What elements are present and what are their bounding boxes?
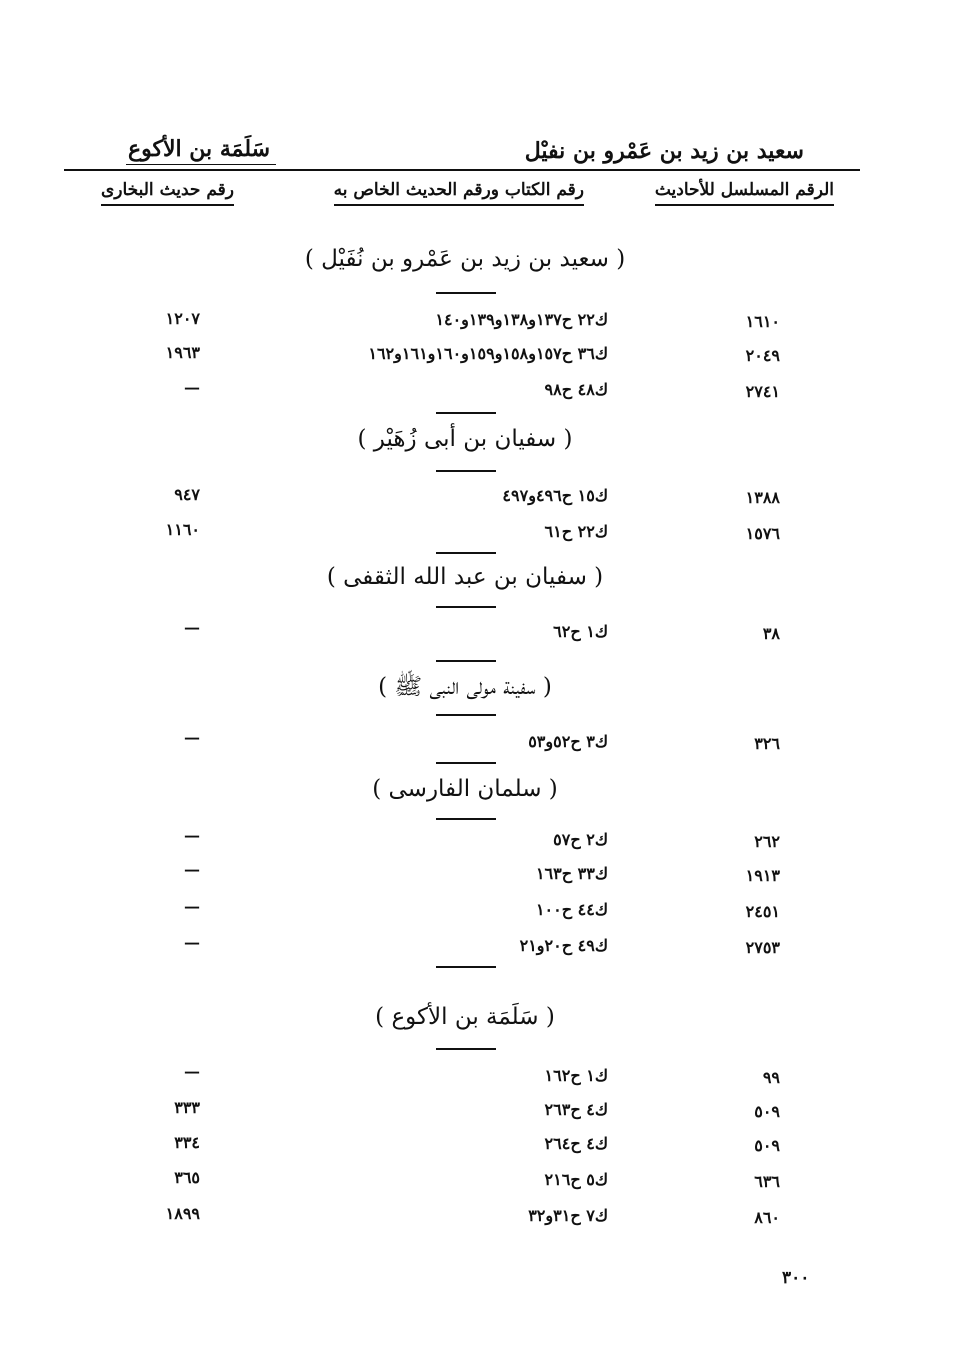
book-ref-cell: ك١ ح٦٢ <box>553 622 608 641</box>
section-rule <box>436 552 496 554</box>
section-rule <box>436 470 496 472</box>
bukhari-cell: ١٢٠٧ <box>165 309 200 328</box>
book-ref-cell: ك٧ ح٣١و٣٢ <box>528 1206 608 1225</box>
serial-cell: ١٩١٣ <box>745 866 780 885</box>
book-ref-cell: ك٤ ح٢٦٤ <box>544 1134 608 1153</box>
serial-cell: ٢٠٤٩ <box>745 346 780 365</box>
book-ref-cell: ك٢٢ ح٦١ <box>544 522 608 541</box>
serial-cell: ٨٦٠ <box>754 1208 780 1227</box>
book-ref-cell: ك٤٩ ح٢٠و٢١ <box>519 936 608 955</box>
serial-cell: ١٦١٠ <box>745 312 780 331</box>
section-rule <box>436 966 496 968</box>
section-title-sufyan-thaqafi: ( سفيان بن عبد الله الثقفى ) <box>326 564 604 590</box>
serial-cell: ٦٣٦ <box>754 1172 780 1191</box>
book-ref-cell: ك٤٨ ح٩٨ <box>544 380 608 399</box>
bukhari-cell: — <box>184 1062 200 1081</box>
serial-cell: ٢٤٥١ <box>745 902 780 921</box>
bukhari-cell: — <box>184 860 200 879</box>
book-ref-cell: ك٥ ح٢١٦ <box>544 1170 608 1189</box>
bukhari-cell: — <box>184 728 200 747</box>
serial-cell: ١٣٨٨ <box>745 488 780 507</box>
bukhari-cell: ٣٦٥ <box>174 1168 200 1187</box>
bukhari-cell: ٩٤٧ <box>174 485 200 504</box>
book-ref-cell: ك٣٣ ح١٦٣ <box>535 864 608 883</box>
bukhari-cell: ١١٦٠ <box>165 520 200 539</box>
section-title-salama: ( سَلَمَة بن الأكوع ) <box>375 1004 555 1030</box>
bukhari-cell: ١٩٦٣ <box>165 343 200 362</box>
section-rule <box>436 660 496 662</box>
serial-cell: ٢٧٥٣ <box>745 938 780 957</box>
serial-cell: ٢٧٤١ <box>745 382 780 401</box>
section-title-said: ( سعيد بن زيد بن عَمْرو بن نُفَيْل ) <box>304 246 626 272</box>
book-ref-cell: ك١٥ ح٤٩٦و٤٩٧ <box>502 486 608 505</box>
book-ref-cell: ك٣ ح٥٢و٥٣ <box>528 732 608 751</box>
book-ref-cell: ك٢٢ ح١٣٧و١٣٨و١٣٩و١٤٠ <box>435 310 608 329</box>
section-rule <box>436 818 496 820</box>
book-ref-cell: ك٣٦ ح١٥٧و١٥٨و١٥٩و١٦٠و١٦١و١٦٢ <box>368 344 608 363</box>
bukhari-cell: — <box>184 618 200 637</box>
section-rule <box>436 762 496 764</box>
section-rule <box>436 1048 496 1050</box>
section-title-safina: ( سفينة مولى النبى ﷺ ) <box>378 674 552 700</box>
section-rule <box>436 606 496 608</box>
bukhari-cell: — <box>184 933 200 952</box>
section-title-sufyan-zuhair: ( سفيان بن أبى زُهَيْر ) <box>357 426 573 452</box>
book-ref-cell: ك٤ ح٢٦٣ <box>544 1100 608 1119</box>
serial-cell: ٥٠٩ <box>754 1136 780 1155</box>
bukhari-cell: ٣٣٤ <box>174 1133 200 1152</box>
bukhari-cell: ١٨٩٩ <box>165 1204 200 1223</box>
section-rule <box>436 412 496 414</box>
serial-cell: ٣٢٦ <box>754 734 780 753</box>
serial-cell: ١٥٧٦ <box>745 524 780 543</box>
column-heading-serial: الرقم المسلسل للأحاديث <box>655 180 834 206</box>
page-number: ٣٠٠ <box>782 1268 810 1288</box>
column-heading-bukhari: رقم حديث البخارى <box>101 180 234 206</box>
serial-cell: ٣٨ <box>762 624 780 643</box>
column-heading-book-ref: رقم الكتاب ورقم الحديث الخاص به <box>334 180 584 206</box>
bukhari-cell: — <box>184 378 200 397</box>
running-header-left: سَلَمَة بن الأكوع <box>128 136 271 162</box>
book-ref-cell: ك٢ ح٥٧ <box>553 830 608 849</box>
serial-cell: ٥٠٩ <box>754 1102 780 1121</box>
book-ref-cell: ك٤٤ ح١٠٠ <box>535 900 608 919</box>
serial-cell: ٢٦٢ <box>754 832 780 851</box>
bukhari-cell: — <box>184 826 200 845</box>
serial-cell: ٩٩ <box>762 1068 780 1087</box>
book-ref-cell: ك١ ح١٦٢ <box>544 1066 608 1085</box>
running-header-left-underline <box>126 164 276 165</box>
bukhari-cell: — <box>184 897 200 916</box>
header-rule <box>64 169 860 171</box>
section-rule <box>436 714 496 716</box>
section-title-salman: ( سلمان الفارسى ) <box>372 776 558 802</box>
running-header-right: سعيد بن زيد بن عَمْرو بن نفيْل <box>524 138 804 164</box>
bukhari-cell: ٣٣٣ <box>174 1098 200 1117</box>
section-rule <box>436 292 496 294</box>
